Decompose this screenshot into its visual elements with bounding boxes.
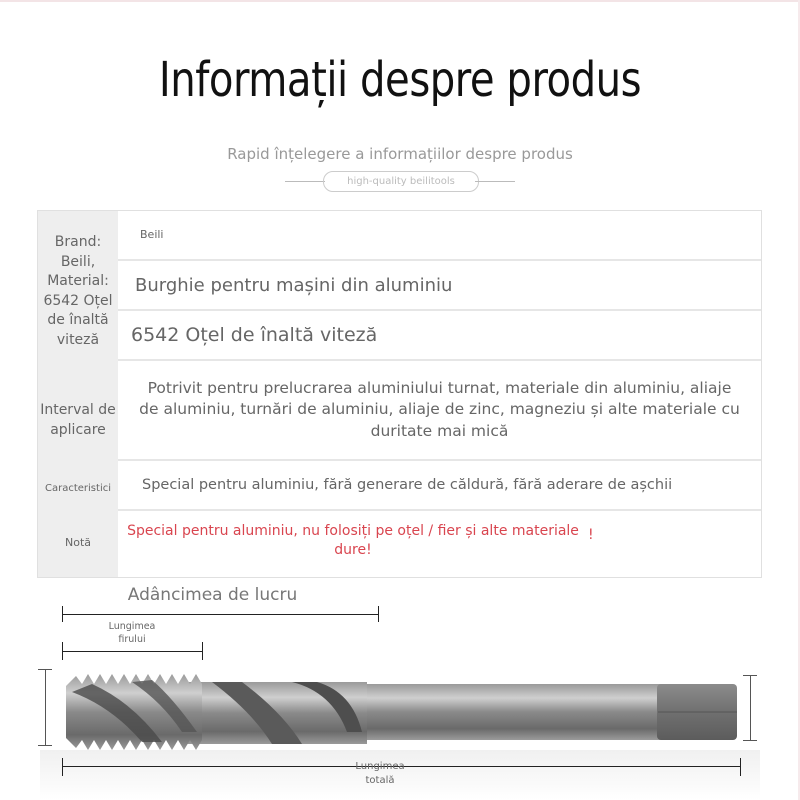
divider-right (475, 181, 515, 182)
label-application: Interval de aplicare (40, 402, 116, 438)
label-features: Caracteristici (45, 483, 111, 494)
product-name: Burghie pentru mașini din aluminiu (135, 274, 453, 296)
total-length-tick-left (62, 758, 63, 776)
diameter-tick (743, 740, 757, 741)
application-value: Potrivit pentru prelucrarea aluminiului turnat, materiale din aluminiu, aliaje de aluminiu, turnări de aluminiu, aliaje de zinc, magneziu și alte materiale cu duritate mai mică (139, 378, 740, 440)
label-brand-material: Brand: Beili, Material: 6542 Oțel de înaltă viteză (43, 234, 113, 348)
note-value: Special pentru aluminiu, nu folosiți pe oțel / fier și alte materiale dure! (127, 523, 579, 558)
features-cell (118, 461, 761, 511)
product-info-table (37, 210, 762, 578)
shank-diameter-right (750, 675, 751, 741)
brand-cell (118, 211, 761, 261)
label-note: Notă (64, 536, 91, 549)
diameter-tick (38, 745, 52, 746)
page-title: Informații despre produs (158, 52, 642, 108)
thread-length-tick-left (62, 642, 63, 660)
product-name-cell (118, 261, 761, 311)
material-value: 6542 Oțel de înaltă viteză (131, 324, 378, 346)
shank-diameter-left (45, 669, 46, 746)
total-length-tick-right (740, 758, 741, 776)
note-exclamation: ! (588, 527, 594, 543)
diameter-tick (38, 669, 52, 670)
tap-tool-image (62, 672, 742, 750)
total-length-label: Lungimea totală (355, 761, 405, 786)
tagline-pill: high-quality beilitools (323, 171, 479, 192)
working-depth-tick-left (62, 606, 63, 622)
diameter-tick (743, 675, 757, 676)
thread-length-line (62, 651, 203, 652)
material-cell (118, 311, 761, 361)
application-cell (118, 361, 761, 461)
note-cell (118, 511, 761, 579)
tagline (285, 170, 515, 192)
features-value: Special pentru aluminiu, fără generare de căldură, fără aderare de așchii (142, 477, 673, 493)
page-subtitle: Rapid înțelegere a informațiilor despre produs (227, 145, 573, 163)
working-depth-label: Adâncimea de lucru (127, 585, 298, 605)
working-depth-line (62, 614, 379, 615)
thread-length-label: Lungimea firului (108, 621, 156, 645)
brand-value: Beili (140, 228, 164, 241)
thread-length-tick-right (202, 642, 203, 660)
top-border (0, 0, 800, 2)
working-depth-tick-right (378, 606, 379, 622)
divider-left (285, 181, 325, 182)
